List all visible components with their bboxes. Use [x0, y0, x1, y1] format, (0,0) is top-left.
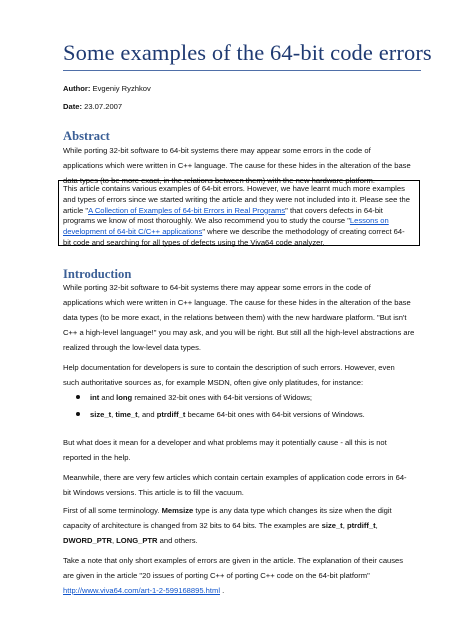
text-span: " that covers defects in 64-bit [285, 205, 383, 215]
intro-paragraph-2 [63, 360, 423, 390]
intro-paragraph-6 [63, 553, 423, 598]
text-line: While porting 32-bit software to 64-bit systems there may appear some errors in the code of [63, 283, 371, 292]
text-line: But what does it mean for a developer and what problems may it potentially cause - all this is not [63, 438, 387, 447]
text-line: data types (to be more exact, in the relations between them) with the new hardware platform. "But isn't [63, 313, 407, 322]
code-term: long [116, 393, 133, 402]
text-span: type is any data type which changes its size when the digit [193, 506, 392, 515]
text-line: Meanwhile, there are very few articles which contain certain examples of application code errors in 64- [63, 473, 407, 482]
title-divider [63, 70, 421, 71]
author-value: Evgeniy Ryzhkov [92, 84, 151, 93]
author-line [63, 84, 151, 93]
text-span: article " [63, 205, 89, 215]
code-term: ptrdiff_t [156, 410, 186, 419]
text-span: programs we know of most thoroughly. We also recommend you to study the course " [63, 216, 350, 226]
text-span: , [375, 521, 378, 530]
date-line [63, 102, 122, 111]
text-line: While porting 32-bit software to 64-bit systems there may appear some errors in the code of [63, 146, 371, 155]
text-line: Take a note that only short examples of errors are given in the article. The explanation of their causes [63, 556, 404, 565]
bullet-icon [76, 412, 80, 416]
text-span: . [220, 586, 225, 595]
intro-paragraph-5 [63, 503, 423, 548]
text-span: and others. [157, 536, 198, 545]
text-line: C++ a high-level language!" you may ask, and you will be right. But still all the high-level abstractions are [63, 328, 415, 337]
text-span: , [111, 410, 116, 419]
code-term: int [90, 393, 100, 402]
intro-paragraph-3 [63, 435, 423, 465]
text-span: " where we describe the methodology of creating correct 64- [202, 227, 405, 237]
date-value: 23.07.2007 [84, 102, 123, 111]
text-span: First of all some terminology. [63, 506, 162, 515]
text-span: , and [137, 410, 157, 419]
text-line: applications which were written in C++ language. The cause for these hides in the alteration of the base [63, 298, 411, 307]
code-term: size_t [90, 410, 112, 419]
text-line: and types of errors since we started writing the article and they were not included into it. Please see the [63, 194, 410, 204]
text-line: reported in the help. [63, 453, 131, 462]
code-term: DWORD_PTR [63, 536, 112, 545]
text-span: became 64-bit ones with 64-bit versions of Windows. [185, 410, 365, 419]
text-line [63, 583, 423, 598]
viva64-article-link[interactable]: http://www.viva64.com/art-1-2-599168895.html [63, 586, 221, 595]
date-label: Date: [63, 102, 82, 111]
text-line: are given in the article "20 issues of porting C++ of porting C++ code on the 64-bit platform" [63, 571, 370, 580]
code-term: time_t [115, 410, 138, 419]
text-line [63, 216, 415, 227]
collection-article-link[interactable]: A Collection of Examples of 64-bit Errors in Real Programs [88, 205, 286, 215]
intro-paragraph-4 [63, 470, 423, 500]
code-term: LONG_PTR [116, 536, 158, 545]
list-item [76, 410, 365, 419]
text-line [63, 206, 415, 217]
text-span: and [99, 393, 117, 402]
text-line [63, 533, 423, 548]
author-label: Author: [63, 84, 91, 93]
introduction-heading: Introduction [63, 267, 132, 281]
text-line: applications which were written in C++ language. The cause for these hides in the alteration of the base [63, 161, 411, 170]
text-span: , [111, 536, 117, 545]
text-line [63, 518, 423, 533]
bullet-icon [76, 395, 80, 399]
notice-box [58, 180, 420, 246]
page-title: Some examples of the 64-bit code errors [63, 40, 432, 65]
lessons-course-link[interactable]: Lessons on [349, 216, 389, 226]
text-span: , [342, 521, 347, 530]
term-memsize: Memsize [161, 506, 194, 515]
text-line: realized through the low-level data types. [63, 343, 202, 352]
text-line: such authoritative sources as, for example MSDN, often give only platitudes, for instance: [63, 378, 364, 387]
text-line: bit Windows versions. This article is to fill the vacuum. [63, 488, 244, 497]
code-term: size_t [321, 521, 343, 530]
text-line: Help documentation for developers is sure to contain the description of such errors. However, even [63, 363, 395, 372]
text-line: data types (to be more exact, in the relations between them) with the new hardware platform. [63, 176, 375, 185]
text-line [63, 503, 423, 518]
text-line: This article contains various examples of 64-bit errors. However, we have learnt much more examples [63, 184, 405, 193]
lessons-course-link-cont[interactable]: development of 64-bit C/C++ applications [63, 227, 203, 237]
code-term: ptrdiff_t [346, 521, 376, 530]
list-item [76, 393, 312, 402]
text-line: bit code and searching for all types of defects using the Viva64 code analyzer. [63, 237, 325, 247]
abstract-heading: Abstract [63, 129, 110, 143]
text-line [63, 227, 415, 238]
text-span: capacity of architecture is changed from 32 bits to 64 bits. The examples are [63, 521, 322, 530]
intro-paragraph-1 [63, 280, 423, 355]
text-span: remained 32-bit ones with 64-bit versions of Widows; [132, 393, 313, 402]
